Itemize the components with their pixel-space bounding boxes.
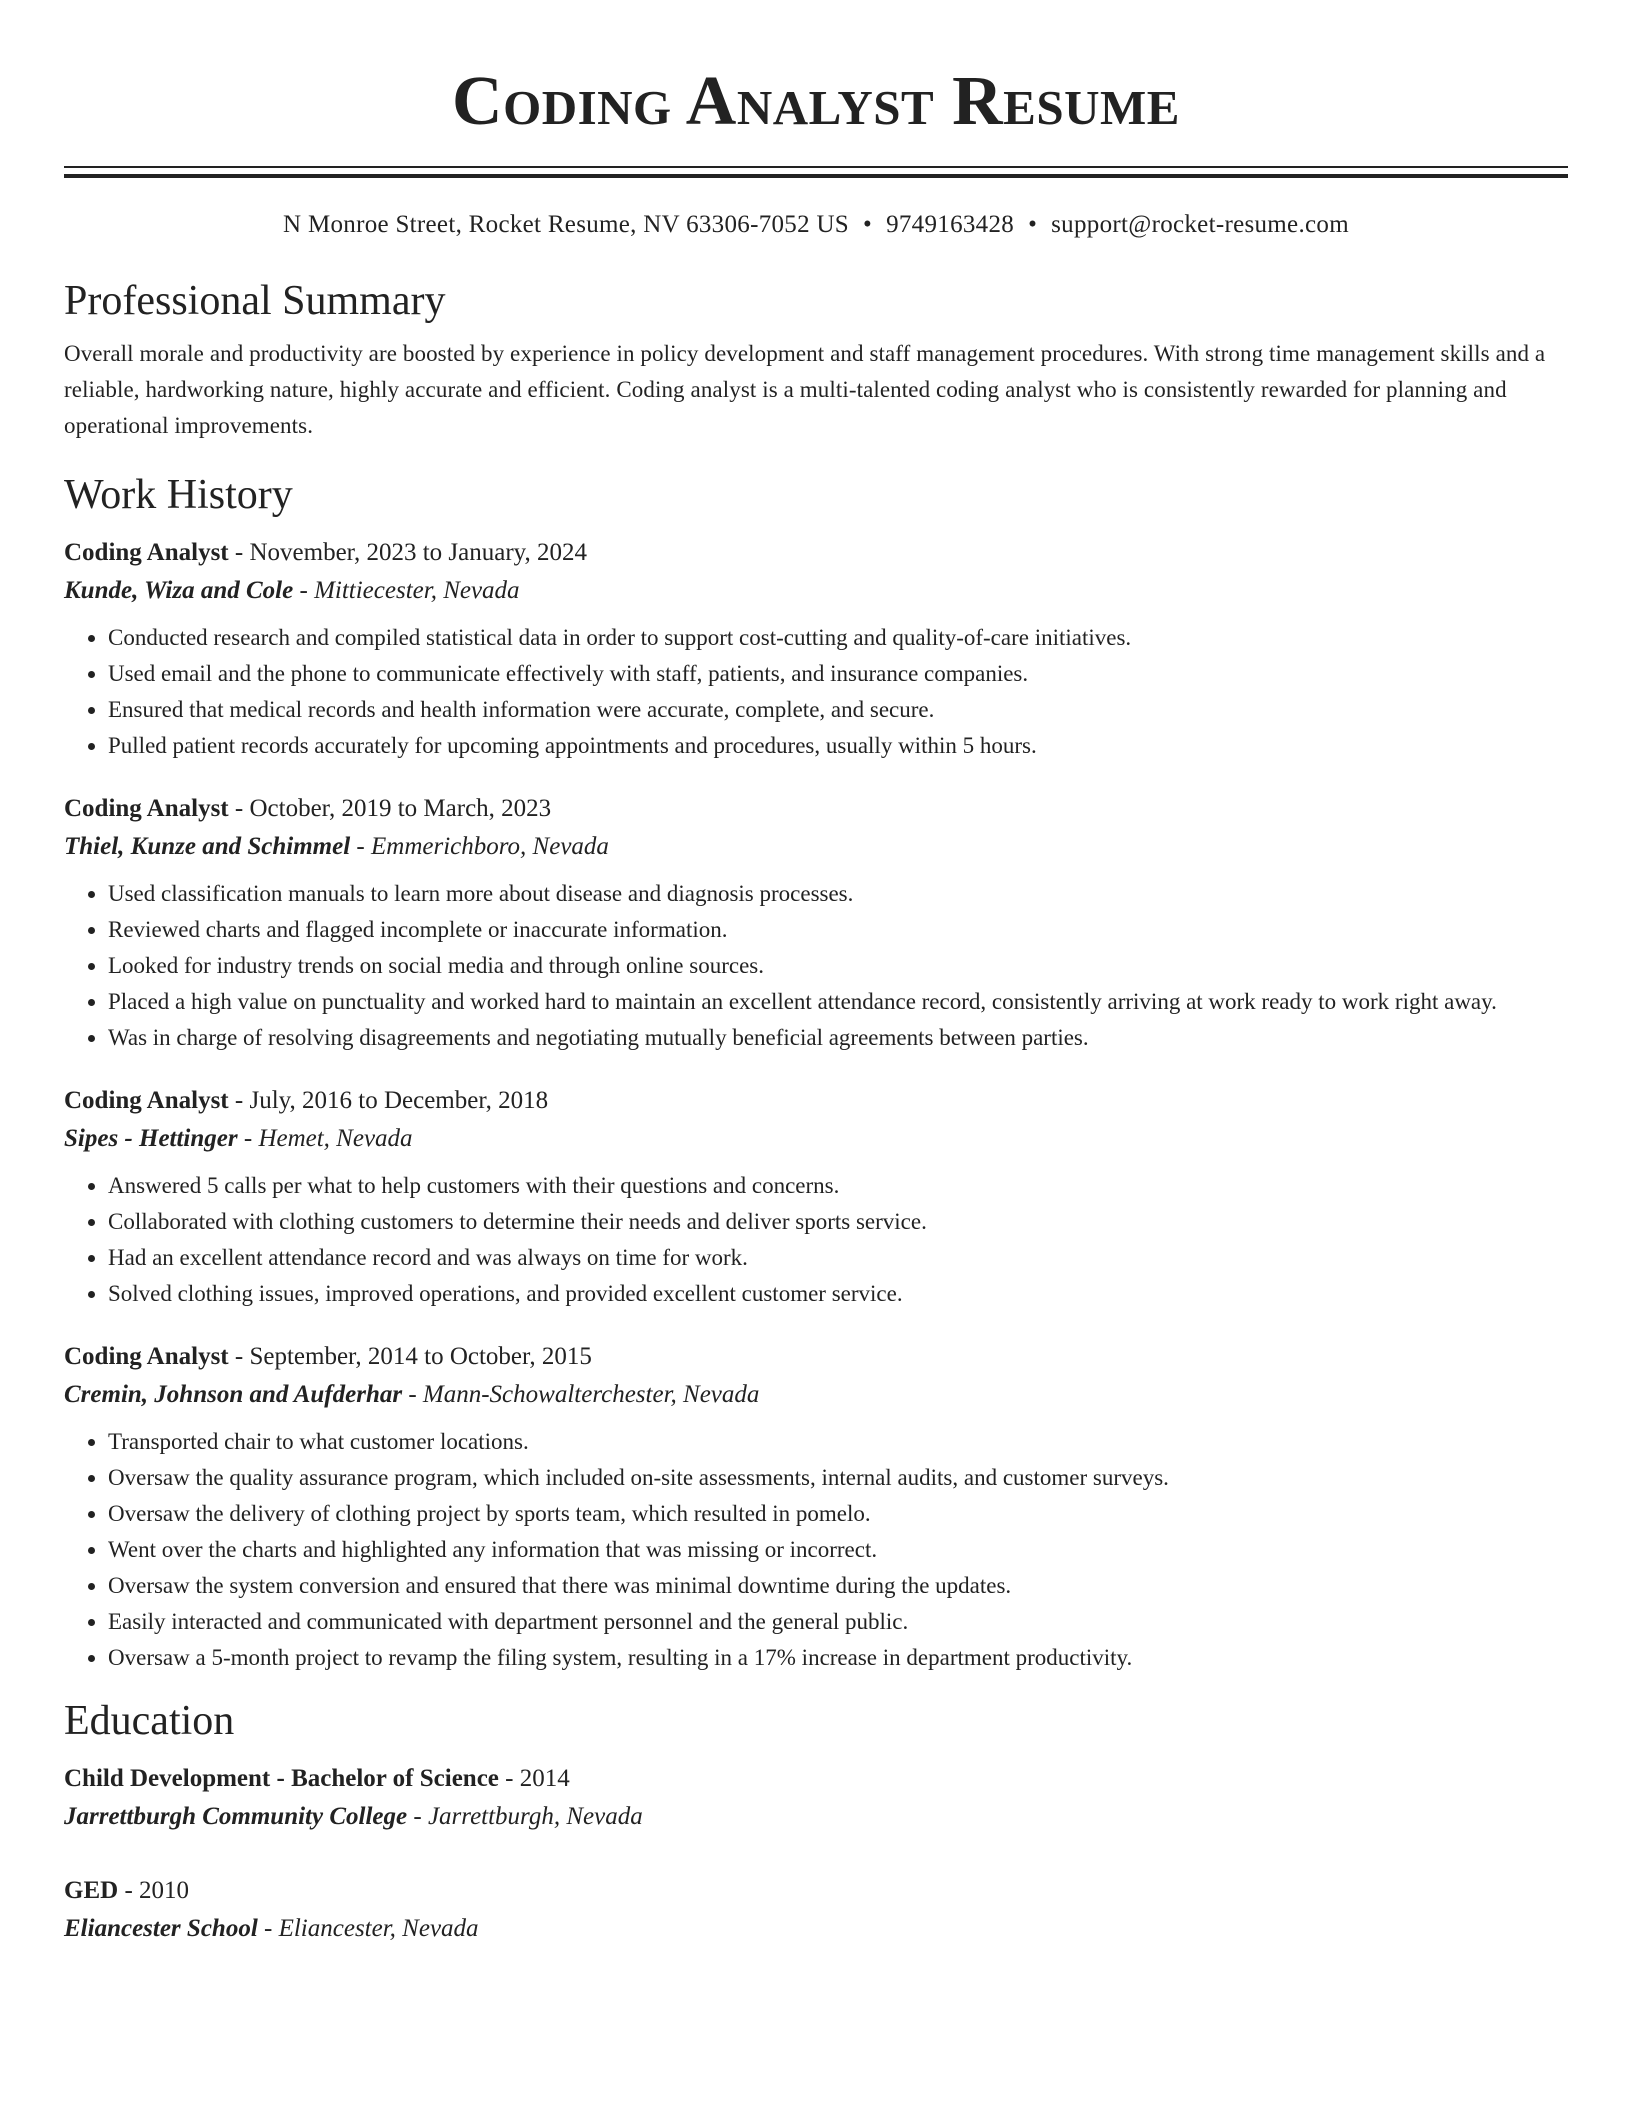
job-role: Coding Analyst bbox=[64, 1343, 229, 1370]
job-company-line: Thiel, Kunze and Schimmel - Emmerichboro, Nevada bbox=[64, 833, 609, 860]
job-entry bbox=[64, 790, 1568, 1056]
job-bullet: • Transported chair to what customer locations. bbox=[108, 1424, 1568, 1460]
job-title-line: Coding Analyst - September, 2014 to October, 2015 bbox=[64, 1343, 592, 1370]
contact-email: support@rocket-resume.com bbox=[1051, 211, 1349, 238]
job-entry bbox=[64, 1082, 1568, 1312]
job-bullet: • Used email and the phone to communicate effectively with staff, patients, and insurance companies. bbox=[108, 656, 1568, 692]
contact-line bbox=[64, 210, 1568, 240]
job-bullet-list bbox=[64, 1168, 1568, 1312]
job-bullet: • Collaborated with clothing customers to determine their needs and deliver sports service. bbox=[108, 1204, 1568, 1240]
work-history-list bbox=[64, 534, 1568, 1676]
job-bullet: • Placed a high value on punctuality and worked hard to maintain an excellent attendance record, consistently arriving at work ready to work right away. bbox=[108, 984, 1568, 1020]
job-company-line: Kunde, Wiza and Cole - Mittiecester, Nevada bbox=[64, 577, 520, 604]
job-bullet: • Reviewed charts and flagged incomplete or inaccurate information. bbox=[108, 912, 1568, 948]
job-bullet: • Had an excellent attendance record and was always on time for work. bbox=[108, 1240, 1568, 1276]
resume-title: Coding Analyst Resume bbox=[452, 63, 1180, 140]
education-school-line: Jarrettburgh Community College - Jarrettburgh, Nevada bbox=[64, 1803, 643, 1830]
education-school: Jarrettburgh Community College bbox=[64, 1803, 408, 1830]
job-title-line: Coding Analyst - November, 2023 to January, 2024 bbox=[64, 539, 588, 566]
job-entry bbox=[64, 534, 1568, 764]
job-dates: November, 2023 to January, 2024 bbox=[249, 539, 588, 566]
job-bullet: • Ensured that medical records and health information were accurate, complete, and secure. bbox=[108, 692, 1568, 728]
job-bullet: • Answered 5 calls per what to help customers with their questions and concerns. bbox=[108, 1168, 1568, 1204]
job-role: Coding Analyst bbox=[64, 795, 229, 822]
job-bullet: • Used classification manuals to learn more about disease and diagnosis processes. bbox=[108, 876, 1568, 912]
education-heading: Education bbox=[64, 1698, 235, 1744]
contact-phone: 9749163428 bbox=[886, 211, 1015, 238]
job-bullet: • Oversaw a 5-month project to revamp the filing system, resulting in a 17% increase in department productivity. bbox=[108, 1640, 1568, 1676]
education-degree: GED bbox=[64, 1877, 119, 1904]
job-bullet: • Conducted research and compiled statistical data in order to support cost-cutting and quality-of-care initiatives. bbox=[108, 620, 1568, 656]
summary-text: Overall morale and productivity are boosted by experience in policy development and staff management procedures. With strong time management skills and a reliable, hardworking nature, highly accurate and efficient. Coding analyst is a multi-talented coding analyst who is consistently rewarded for planning and operational improvements. bbox=[64, 341, 1546, 438]
job-dates: October, 2019 to March, 2023 bbox=[249, 795, 552, 822]
education-degree-line: GED - 2010 bbox=[64, 1877, 190, 1904]
job-bullet-list bbox=[64, 876, 1568, 1056]
education-entry bbox=[64, 1760, 1568, 1836]
education-location: Jarrettburgh, Nevada bbox=[427, 1803, 643, 1830]
job-location: Mann-Schowalterchester, Nevada bbox=[422, 1381, 760, 1408]
job-company-line: Cremin, Johnson and Aufderhar - Mann-Schowalterchester, Nevada bbox=[64, 1381, 760, 1408]
contact-separator: • bbox=[863, 211, 873, 238]
job-location: Emmerichboro, Nevada bbox=[371, 833, 609, 860]
job-bullet: • Solved clothing issues, improved operations, and provided excellent customer service. bbox=[108, 1276, 1568, 1312]
education-year: 2014 bbox=[519, 1765, 570, 1792]
job-title-line: Coding Analyst - July, 2016 to December, 2018 bbox=[64, 1087, 549, 1114]
job-role: Coding Analyst bbox=[64, 1087, 229, 1114]
job-bullet-list bbox=[64, 1424, 1568, 1676]
job-bullet: • Easily interacted and communicated with department personnel and the general public. bbox=[108, 1604, 1568, 1640]
job-bullet: • Oversaw the delivery of clothing project by sports team, which resulted in pomelo. bbox=[108, 1496, 1568, 1532]
job-bullet: • Pulled patient records accurately for upcoming appointments and procedures, usually within 5 hours. bbox=[108, 728, 1568, 764]
contact-address: N Monroe Street, Rocket Resume, NV 63306-7052 US bbox=[283, 211, 850, 238]
job-company: Sipes - Hettinger bbox=[64, 1125, 238, 1152]
job-company: Kunde, Wiza and Cole bbox=[64, 577, 294, 604]
divider-thick-line bbox=[64, 174, 1568, 178]
summary-heading: Professional Summary bbox=[64, 278, 446, 324]
job-company: Thiel, Kunze and Schimmel bbox=[64, 833, 351, 860]
divider-thin-line bbox=[64, 166, 1568, 168]
education-list bbox=[64, 1760, 1568, 1948]
education-degree-line: Child Development - Bachelor of Science - 2014 bbox=[64, 1765, 570, 1792]
job-bullet: • Oversaw the quality assurance program, which included on-site assessments, internal audits, and customer surveys. bbox=[108, 1460, 1568, 1496]
contact-separator: • bbox=[1028, 211, 1038, 238]
job-bullet-list bbox=[64, 620, 1568, 764]
job-title-line: Coding Analyst - October, 2019 to March, 2023 bbox=[64, 795, 552, 822]
education-location: Eliancester, Nevada bbox=[278, 1915, 479, 1942]
job-bullet: • Was in charge of resolving disagreements and negotiating mutually beneficial agreements between parties. bbox=[108, 1020, 1568, 1056]
title-divider bbox=[64, 166, 1568, 178]
job-company: Cremin, Johnson and Aufderhar bbox=[64, 1381, 403, 1408]
job-bullet: • Went over the charts and highlighted any information that was missing or incorrect. bbox=[108, 1532, 1568, 1568]
work-history-heading: Work History bbox=[64, 472, 293, 518]
job-company-line: Sipes - Hettinger - Hemet, Nevada bbox=[64, 1125, 413, 1152]
job-dates: July, 2016 to December, 2018 bbox=[249, 1087, 549, 1114]
education-school-line: Eliancester School - Eliancester, Nevada bbox=[64, 1915, 479, 1942]
job-role: Coding Analyst bbox=[64, 539, 229, 566]
education-degree: Child Development - Bachelor of Science bbox=[64, 1765, 499, 1792]
job-entry bbox=[64, 1338, 1568, 1676]
job-dates: September, 2014 to October, 2015 bbox=[249, 1343, 592, 1370]
education-year: 2010 bbox=[139, 1877, 190, 1904]
education-entry bbox=[64, 1872, 1568, 1948]
job-location: Hemet, Nevada bbox=[258, 1125, 413, 1152]
job-bullet: • Oversaw the system conversion and ensured that there was minimal downtime during the updates. bbox=[108, 1568, 1568, 1604]
education-school: Eliancester School bbox=[64, 1915, 258, 1942]
job-location: Mittiecester, Nevada bbox=[314, 577, 520, 604]
job-bullet: • Looked for industry trends on social media and through online sources. bbox=[108, 948, 1568, 984]
